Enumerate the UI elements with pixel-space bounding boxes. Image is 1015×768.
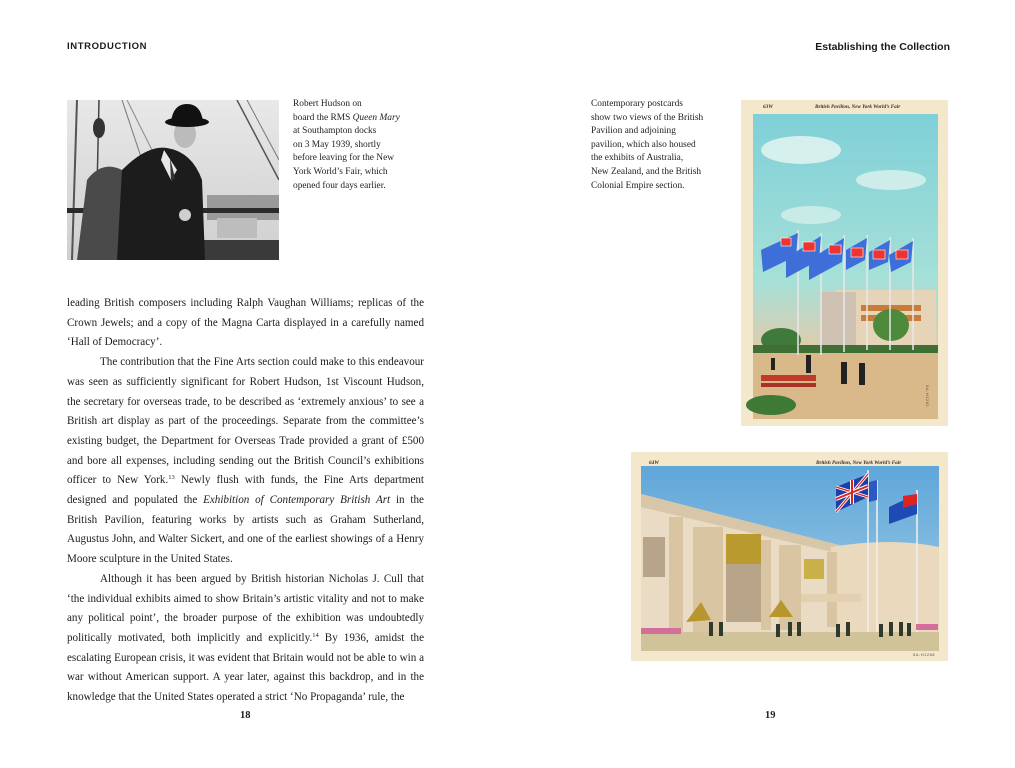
page-number-left: 18 [240,710,251,721]
postcard-pavilion-view [631,452,948,661]
caption-line: York World’s Fair, which [293,166,388,177]
caption-line: Colonial Empire section. [591,180,685,191]
photo-caption [293,98,423,193]
robert-hudson-photo [67,100,279,260]
caption-line: Pavilion and adjoining [591,126,676,137]
page-number-right: 19 [765,710,776,721]
caption-line: pavilion, which also housed [591,139,696,150]
caption-line: Robert Hudson on [293,99,362,109]
paragraph-text: in the British Pavilion, featuring works by artists such as Graham Sutherland, Augustus John, and Walter Sickert, and one of the earliest showings of a Henry Moore sculpture in the United States. [67,494,424,566]
postcards-caption [591,98,721,193]
photo-illustration [67,100,279,260]
caption-line: show two views of the British [591,112,704,123]
paragraph: leading British composers including Ralph Vaughan Williams; replicas of the Crown Jewels; and a copy of the Magna Carta displayed in a carefully named ‘Hall of Democracy’. [67,297,424,349]
body-text [67,294,424,708]
caption-line: New Zealand, and the British [591,166,702,177]
caption-line: Contemporary postcards [591,99,683,109]
postcard-title: British Pavilion, New York World’s Fair [815,104,901,110]
postcard-illustration [631,452,948,661]
caption-text: board the RMS [293,112,353,123]
footnote-ref-14[interactable]: 14 [312,631,319,639]
postcard-flags-view [741,100,948,426]
right-page [507,0,1015,768]
running-head-right: Establishing the Collection [815,41,950,53]
caption-line: before leaving for the New [293,153,394,164]
postcard-code: 5A-H1268 [913,652,936,657]
caption-line: opened four days earlier. [293,180,386,191]
postcard-number: 63W [763,104,773,110]
footnote-ref-13[interactable]: 13 [168,474,175,482]
postcard-illustration [741,100,948,426]
left-page [0,0,507,768]
caption-line: on 3 May 1939, shortly [293,139,381,150]
paragraph [67,353,424,570]
postcard-title: British Pavilion, New York World’s Fair [816,460,902,466]
caption-line: the exhibits of Australia, [591,153,684,164]
running-head-left: INTRODUCTION [67,41,148,52]
paragraph-text: Newly flush with funds, the Fine Arts department designed and populated the [67,474,424,507]
paragraph [67,570,424,708]
postcard-number: 64W [649,460,659,466]
paragraph-text: By 1936, amidst the escalating European crisis, it was evident that Britain would not be able to win a war without American support. A year later, against this backdrop, and in the knowledge that the United States operated a strict ‘No Propaganda’ rule, the [67,631,424,704]
ship-name: Queen Mary [352,112,400,123]
paragraph-text: Although it has been argued by British historian Nicholas J. Cull that ‘the individual exhibits aimed to show Britain’s artistic vitality and not to make any political point’, the broader purpose of the exhibition was undoubtedly politically motivated, both implicitly and explicitly. [67,572,424,644]
postcard-code: 5A-H1263 [924,385,930,408]
caption-line: at Southampton docks [293,126,377,137]
exhibition-title: Exhibition of Contemporary British Art [203,494,391,507]
paragraph-text: The contribution that the Fine Arts section could make to this endeavour was seen as sufficiently significant for Robert Hudson, 1st Viscount Hudson, the secretary for overseas trade, to be described as ‘extremely anxious’ to see a British art display as part of the proceedings. Separate from the committee’s existing budget, the Department for Overseas Trade provided a grant of £500 and bore all expenses, including sending out the British Council’s exhibitions officer to New York. [67,356,424,487]
caption-line [293,112,423,126]
